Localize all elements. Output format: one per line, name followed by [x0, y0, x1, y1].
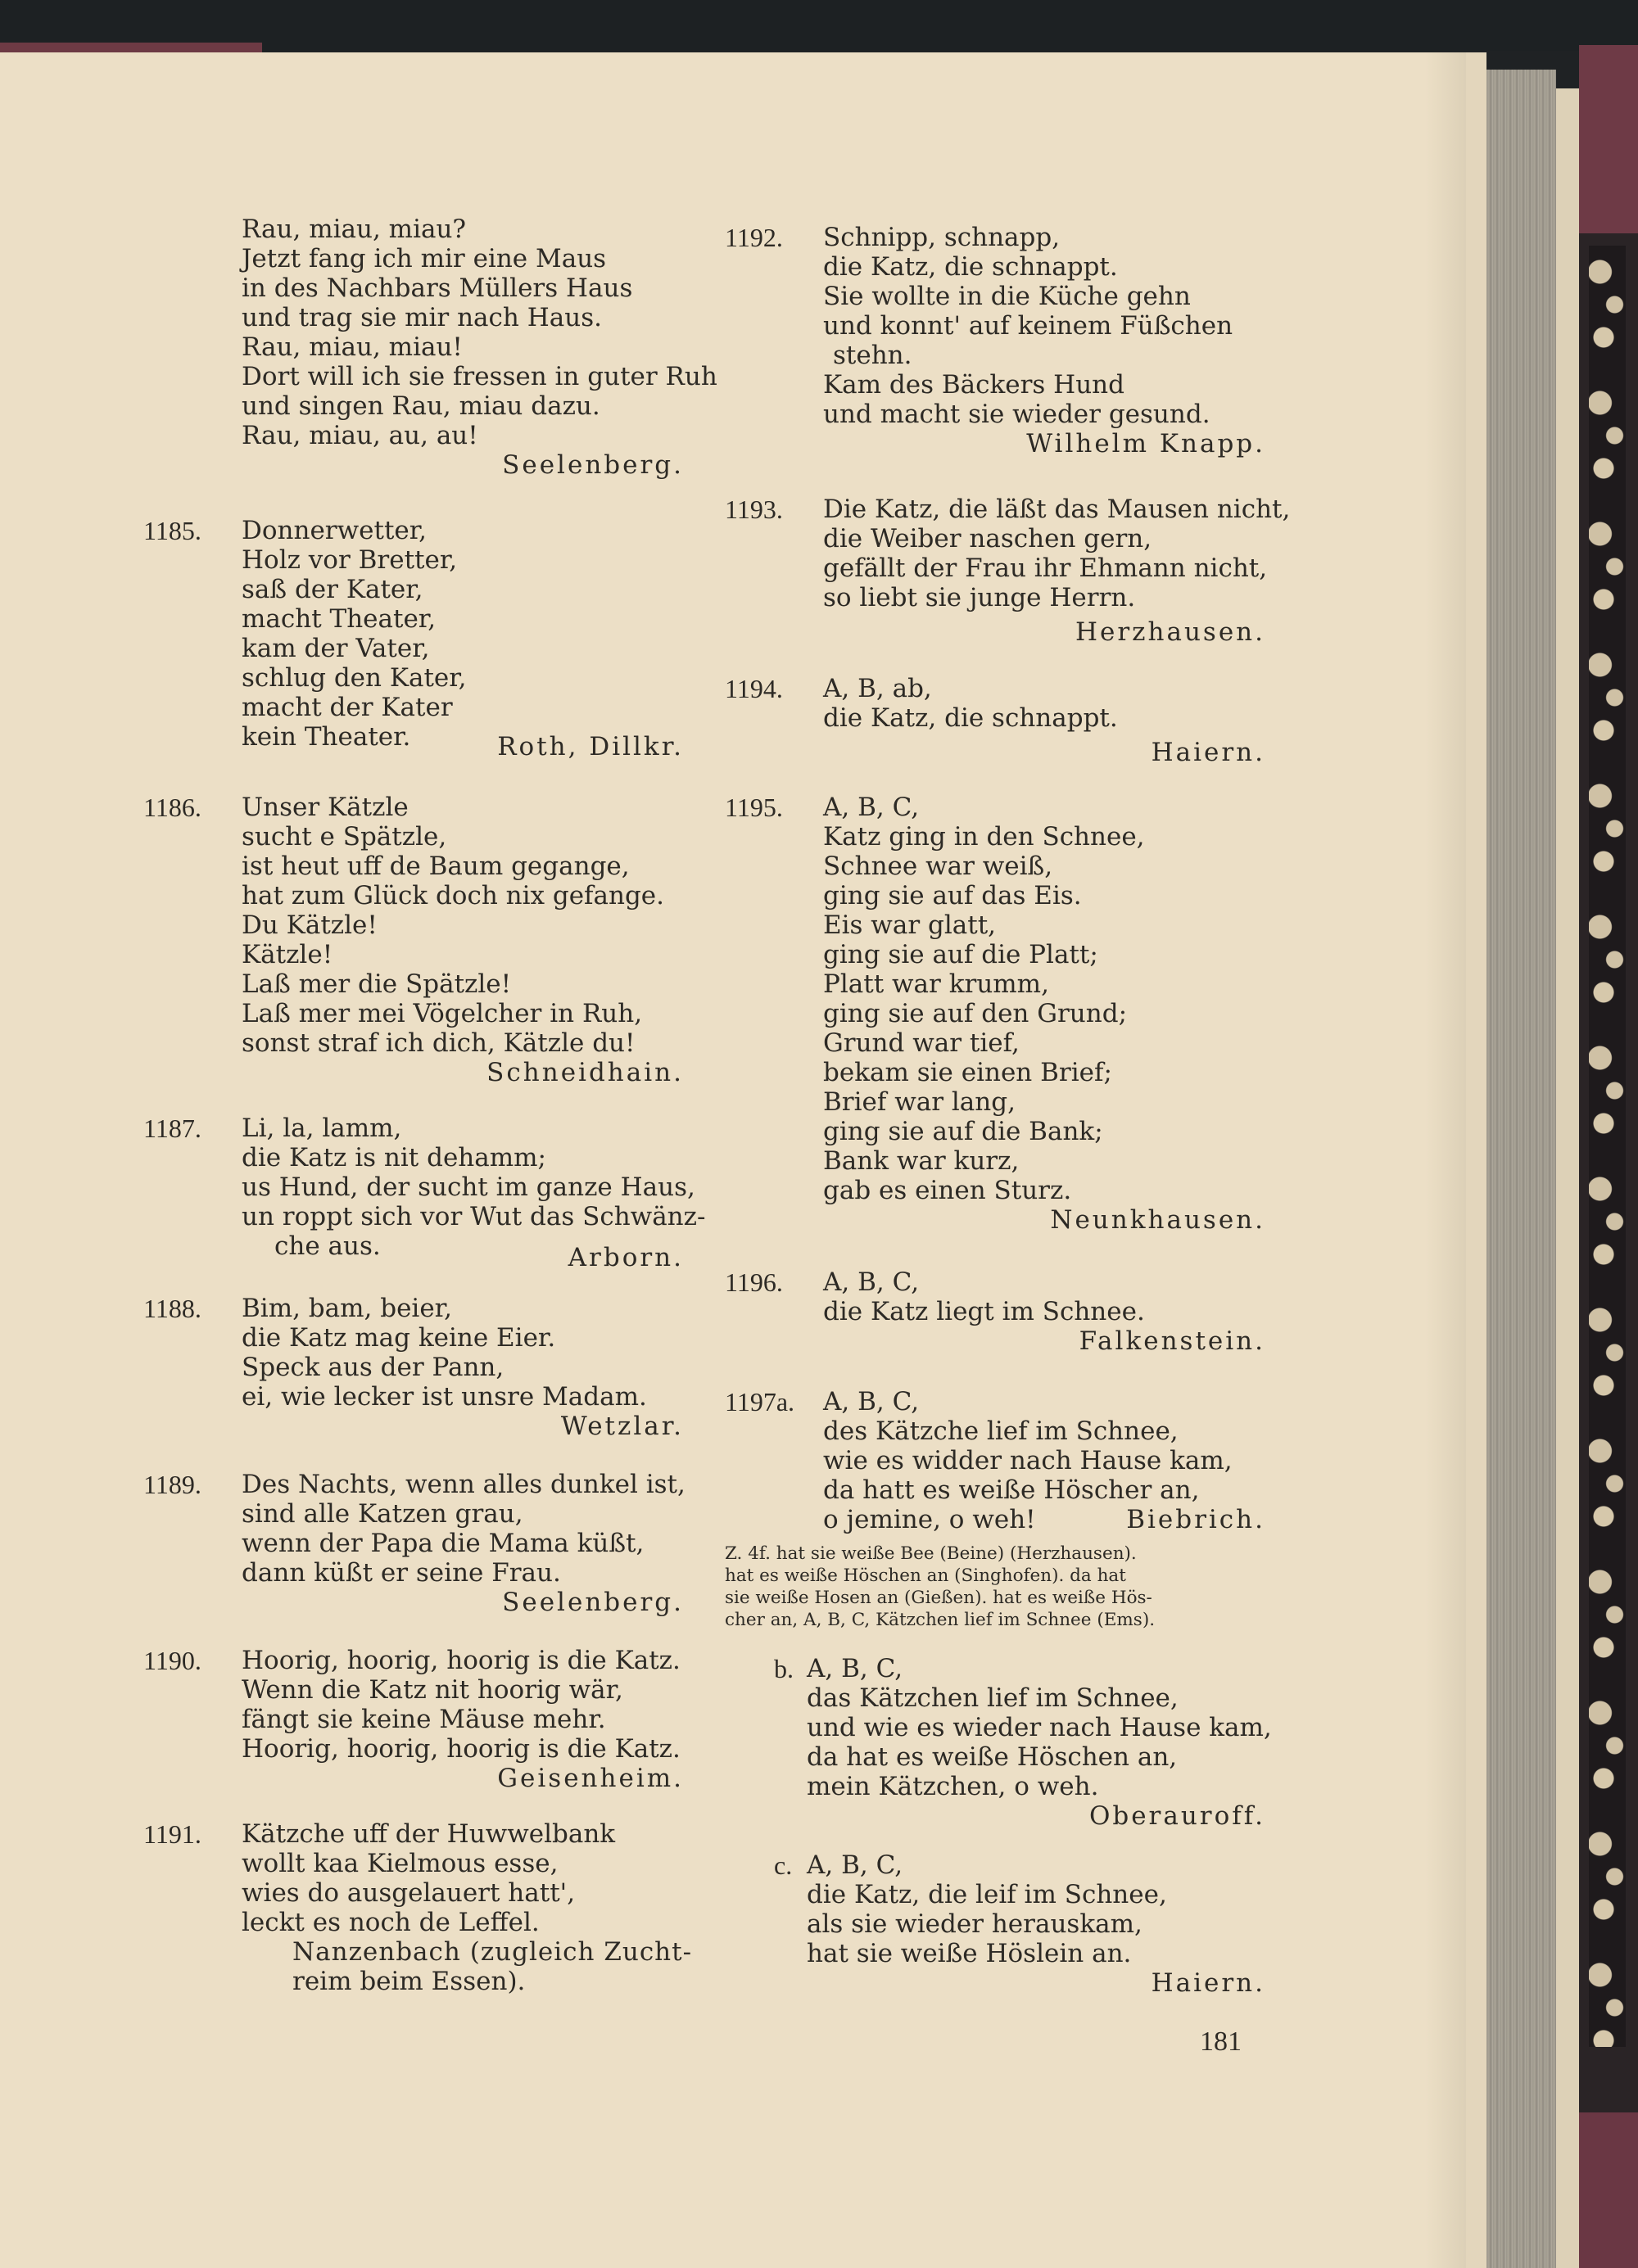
place-name-line: Nanzenbach (zugleich Zucht- — [292, 1937, 693, 1967]
place-name: Schneidhain. — [486, 1058, 684, 1087]
verse-line: macht Theater, — [242, 604, 437, 634]
entry-number: 1188. — [143, 1294, 201, 1323]
verse-line: Rau, miau, au, au! — [242, 421, 478, 450]
verse-line: die Katz, die schnappt. — [823, 252, 1118, 282]
verse-line: saß der Kater, — [242, 575, 423, 604]
verse-line: A, B, C, — [807, 1850, 903, 1880]
verse-line: da hat es weiße Höschen an, — [807, 1742, 1178, 1772]
place-name: Neunkhausen. — [1050, 1205, 1265, 1235]
page-edge — [1466, 52, 1486, 2268]
verse-line: Rau, miau, miau! — [242, 332, 463, 362]
verse-line: und trag sie mir nach Haus. — [242, 303, 602, 332]
verse-line: Wenn die Katz nit hoorig wär, — [242, 1675, 623, 1705]
entry-number: 1190. — [143, 1646, 201, 1675]
verse-line: A, B, C, — [823, 1387, 920, 1416]
footnote-line: hat es weiße Höschen an (Singhofen). da hat — [725, 1565, 1126, 1586]
verse-line: so liebt sie junge Herrn. — [823, 583, 1136, 612]
entry-number: 1195. — [725, 793, 783, 822]
cover-marbled-paper — [1589, 246, 1626, 2047]
verse-line: und wie es wieder nach Hause kam, — [807, 1713, 1272, 1742]
place-name: Roth, Dillkr. — [497, 732, 684, 761]
verse-line: us Hund, der sucht im ganze Haus, — [242, 1172, 695, 1202]
place-name: Seelenberg. — [502, 1588, 684, 1617]
verse-line: wenn der Papa die Mama küßt, — [242, 1529, 645, 1558]
entry-number: 1193. — [725, 495, 783, 524]
verse-line: Laß mer mei Vögelcher in Ruh, — [242, 999, 643, 1028]
verse-line: hat zum Glück doch nix gefange. — [242, 881, 665, 910]
verse-line: gab es einen Sturz. — [823, 1176, 1072, 1205]
verse-line: kam der Vater, — [242, 634, 430, 663]
entry-variant-letter: b. — [774, 1654, 794, 1683]
verse-line: che aus. — [274, 1231, 381, 1261]
place-name: Haiern. — [1151, 738, 1265, 767]
verse-line: sind alle Katzen grau, — [242, 1499, 523, 1529]
verse-line: Jetzt fang ich mir eine Maus — [242, 244, 607, 273]
entry-number: 1194. — [725, 674, 783, 703]
cover-cloth-corner — [1579, 45, 1638, 233]
verse-line: die Katz, die schnappt. — [823, 703, 1118, 733]
verse-line: des Kätzche lief im Schnee, — [823, 1416, 1179, 1446]
place-name-line: reim beim Essen). — [292, 1967, 526, 1996]
verse-line: Kätzche uff der Huwwelbank — [242, 1819, 616, 1849]
verse-line: stehn. — [833, 341, 912, 370]
footnote-line: cher an, A, B, C, Kätzchen lief im Schnee (Ems). — [725, 1610, 1156, 1630]
verse-line: ging sie auf die Platt; — [823, 940, 1098, 969]
verse-line: Holz vor Bretter, — [242, 545, 458, 575]
verse-line: Kätzle! — [242, 940, 333, 969]
footnote-line: sie weiße Hosen an (Gießen). hat es weiße Hös- — [725, 1588, 1152, 1608]
verse-line: Hoorig, hoorig, hoorig is die Katz. — [242, 1646, 681, 1675]
verse-line: Li, la, lamm, — [242, 1114, 402, 1143]
verse-line: und macht sie wieder gesund. — [823, 400, 1210, 429]
verse-line: mein Kätzchen, o weh. — [807, 1772, 1099, 1801]
verse-line: Kam des Bäckers Hund — [823, 370, 1124, 400]
verse-line: A, B, C, — [807, 1654, 903, 1683]
verse-line: Speck aus der Pann, — [242, 1353, 505, 1382]
verse-line: Die Katz, die läßt das Mausen nicht, — [823, 495, 1291, 524]
verse-line: Bank war kurz, — [823, 1146, 1020, 1176]
book-board-edge — [1556, 88, 1579, 2268]
verse-line: das Kätzchen lief im Schnee, — [807, 1683, 1179, 1713]
verse-line: die Katz, die leif im Schnee, — [807, 1880, 1167, 1909]
verse-line: Bim, bam, beier, — [242, 1294, 452, 1323]
verse-line: wollt kaa Kielmous esse, — [242, 1849, 559, 1878]
verse-line: Platt war krumm, — [823, 969, 1049, 999]
verse-line: Hoorig, hoorig, hoorig is die Katz. — [242, 1734, 681, 1764]
verse-line: bekam sie einen Brief; — [823, 1058, 1112, 1087]
entry-number: 1192. — [725, 223, 783, 252]
verse-line: ist heut uff de Baum gegange, — [242, 852, 630, 881]
verse-line: Rau, miau, miau? — [242, 215, 467, 244]
place-name: Haiern. — [1151, 1968, 1265, 1998]
verse-line: un roppt sich vor Wut das Schwänz- — [242, 1202, 706, 1231]
entry-number: 1197a. — [725, 1387, 795, 1416]
verse-line: Unser Kätzle — [242, 793, 409, 822]
verse-line: A, B, ab, — [823, 674, 932, 703]
verse-line: hat sie weiße Höslein an. — [807, 1939, 1132, 1968]
verse-line: Schnee war weiß, — [823, 852, 1053, 881]
place-name: Wetzlar. — [560, 1412, 684, 1441]
verse-line: wie es widder nach Hause kam, — [823, 1446, 1233, 1475]
verse-line: dann küßt er seine Frau. — [242, 1558, 561, 1588]
verse-line: Eis war glatt, — [823, 910, 997, 940]
verse-line: als sie wieder herauskam, — [807, 1909, 1143, 1939]
place-name: Herzhausen. — [1075, 617, 1265, 647]
verse-line: Katz ging in den Schnee, — [823, 822, 1145, 852]
verse-line: Donnerwetter, — [242, 516, 428, 545]
page-block-edge — [1486, 70, 1556, 2268]
verse-line: leckt es noch de Leffel. — [242, 1908, 540, 1937]
page-number: 181 — [1200, 2026, 1242, 2057]
verse-line: schlug den Kater, — [242, 663, 467, 693]
verse-line: die Katz is nit dehamm; — [242, 1143, 546, 1172]
verse-line: ging sie auf die Bank; — [823, 1117, 1103, 1146]
entry-number: 1196. — [725, 1267, 783, 1297]
place-name: Arborn. — [568, 1243, 684, 1272]
entry-variant-letter: c. — [774, 1850, 793, 1880]
verse-line: und singen Rau, miau dazu. — [242, 391, 600, 421]
verse-line: ging sie auf das Eis. — [823, 881, 1082, 910]
verse-line: Dort will ich sie fressen in guter Ruh — [242, 362, 717, 391]
verse-line: sonst straf ich dich, Kätzle du! — [242, 1028, 636, 1058]
footnote-line: Z. 4f. hat sie weiße Bee (Beine) (Herzhausen). — [725, 1543, 1137, 1564]
verse-line: Grund war tief, — [823, 1028, 1020, 1058]
verse-line: Laß mer die Spätzle! — [242, 969, 512, 999]
place-name: Falkenstein. — [1079, 1326, 1265, 1356]
entry-number: 1191. — [143, 1819, 201, 1849]
verse-line: in des Nachbars Müllers Haus — [242, 273, 633, 303]
verse-line: da hatt es weiße Höscher an, — [823, 1475, 1200, 1505]
verse-line: macht der Kater — [242, 693, 453, 722]
entry-number: 1186. — [143, 793, 201, 822]
entry-number: 1187. — [143, 1114, 201, 1143]
verse-line: die Katz liegt im Schnee. — [823, 1297, 1145, 1326]
verse-line: Des Nachts, wenn alles dunkel ist, — [242, 1470, 686, 1499]
cover-cloth-top — [0, 43, 262, 52]
verse-line: Schnipp, schnapp, — [823, 223, 1061, 252]
verse-line: Sie wollte in die Küche gehn — [823, 282, 1191, 311]
entry-number: 1189. — [143, 1470, 201, 1499]
verse-line: Du Kätzle! — [242, 910, 378, 940]
place-name: Geisenheim. — [497, 1764, 684, 1793]
verse-line: wies do ausgelauert hatt', — [242, 1878, 576, 1908]
cover-cloth-bottom — [1579, 2112, 1638, 2268]
variant-footnote — [725, 1543, 1265, 1631]
verse-line: Brief war lang, — [823, 1087, 1016, 1117]
verse-line: A, B, C, — [823, 1267, 920, 1297]
verse-line: gefällt der Frau ihr Ehmann nicht, — [823, 553, 1268, 583]
verse-line: ging sie auf den Grund; — [823, 999, 1128, 1028]
verse-line: die Katz mag keine Eier. — [242, 1323, 556, 1353]
verse-line: kein Theater. — [242, 722, 411, 752]
place-name: Wilhelm Knapp. — [1026, 429, 1265, 459]
place-name: Biebrich. — [1126, 1505, 1265, 1534]
entry-number: 1185. — [143, 516, 201, 545]
verse-line: und konnt' auf keinem Füßchen — [823, 311, 1233, 341]
place-name: Seelenberg. — [502, 450, 684, 480]
verse-line: die Weiber naschen gern, — [823, 524, 1152, 553]
verse-line: o jemine, o weh! — [823, 1505, 1036, 1534]
verse-line: sucht e Spätzle, — [242, 822, 447, 852]
place-name: Oberauroff. — [1088, 1801, 1265, 1831]
verse-line: ei, wie lecker ist unsre Madam. — [242, 1382, 647, 1412]
verse-line: fängt sie keine Mäuse mehr. — [242, 1705, 606, 1734]
verse-line: A, B, C, — [823, 793, 920, 822]
